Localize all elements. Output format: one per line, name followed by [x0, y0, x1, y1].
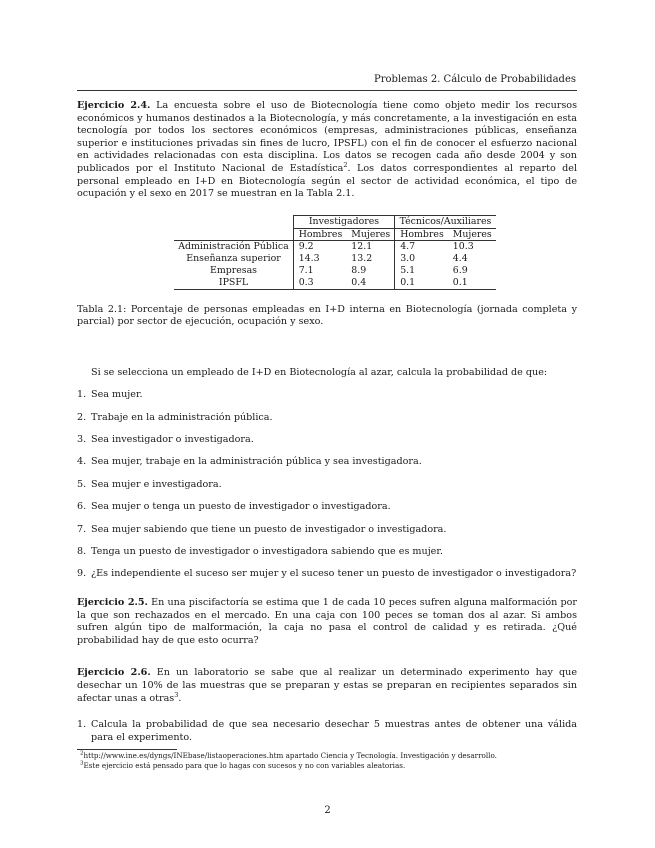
table-sub-header: Mujeres — [346, 228, 394, 241]
table-cell: 10.3 — [452, 241, 474, 253]
item-number: 4. — [77, 456, 87, 468]
exercise-2-6-text-end: . — [178, 692, 182, 704]
table-cell: 5.1 — [395, 265, 448, 277]
list-item — [77, 501, 577, 514]
footnote-mark: 2 — [80, 750, 84, 757]
item-number: 1. — [77, 719, 87, 731]
footnote-3 — [80, 761, 577, 771]
table-cell: 9.2 — [293, 241, 346, 253]
footnote-ref-2[interactable]: 2 — [343, 160, 348, 169]
table-row-label: Administración Pública — [178, 241, 289, 253]
item-number: 2. — [77, 411, 87, 423]
page-number: 2 — [324, 805, 331, 816]
table-cell: 0.1 — [448, 277, 496, 289]
exercise-2-6-text: En un laboratorio se sabe que al realizar un determinado experimento hay que desechar un 10% de las muestras que se preparan y estas se preparan en recipientes separados sin afectar unas a otras — [77, 667, 577, 704]
questions-intro: Si se selecciona un empleado de I+D en Biotecnología al azar, calcula la probabilidad de que: — [91, 366, 548, 378]
table-sub-header: Hombres — [293, 228, 346, 241]
table-cell: 7.1 — [293, 265, 346, 277]
footnote-2 — [80, 751, 577, 761]
item-number: 9. — [77, 568, 87, 580]
table-cell: 4.4 — [452, 253, 468, 265]
item-number: 5. — [77, 478, 87, 490]
table-sub-header-row — [174, 228, 495, 241]
item-text: Sea mujer o tenga un puesto de investigador o investigadora. — [91, 501, 391, 513]
list-item — [77, 456, 577, 469]
list-item — [77, 568, 577, 581]
table-row-label: Enseñanza superior — [186, 253, 281, 265]
table-row — [174, 265, 495, 277]
item-text: Tenga un puesto de investigador o investigadora sabiendo que es mujer. — [91, 546, 443, 558]
table-row — [174, 277, 495, 289]
table-sub-header: Hombres — [395, 228, 448, 241]
list-item — [77, 389, 577, 402]
table-cell: 12.1 — [351, 241, 373, 253]
table-row — [174, 253, 495, 265]
exercise-2-5-text: En una piscifactoría se estima que 1 de cada 10 peces sufren alguna malformación por la que son rechazados en el mercado. En una caja con 100 peces se toman dos al azar. Si ambos sufren algún tipo de malformación, la caja no pasa el control de calidad y es retirada. ¿Qué probabilidad hay de que esto ocurra? — [77, 597, 577, 646]
table-sub-header: Mujeres — [448, 228, 496, 241]
exercise-2-6-list — [77, 719, 577, 744]
page-body — [77, 100, 577, 744]
table-cell: 0.1 — [395, 277, 448, 289]
table-cell: 0.4 — [346, 277, 394, 289]
list-item — [77, 546, 577, 559]
list-item — [77, 479, 577, 492]
item-number: 1. — [77, 389, 87, 401]
item-number: 8. — [77, 546, 87, 558]
footnote-mark: 3 — [80, 760, 84, 767]
item-text: Sea mujer sabiendo que tiene un puesto de investigador o investigadora. — [91, 523, 447, 535]
data-table — [174, 215, 495, 290]
list-item — [77, 524, 577, 537]
list-item — [77, 719, 577, 744]
table-corner-sub — [174, 228, 293, 241]
item-text: Calcula la probabilidad de que sea necesario desechar 5 muestras antes de obtener una válida para el experimento. — [91, 719, 577, 743]
footnotes — [80, 751, 577, 771]
table-caption: Tabla 2.1: Porcentaje de personas empleadas en I+D interna en Biotecnología (jornada completa y parcial) por sector de ejecución, ocupación y sexo. — [77, 303, 577, 328]
table-row-label: IPSFL — [174, 277, 293, 289]
table-group-header-row — [174, 215, 495, 228]
table-group-header-tecnicos: Técnicos/Auxiliares — [395, 215, 496, 228]
exercise-2-5-label: Ejercicio 2.5. — [77, 597, 148, 609]
exercise-2-4 — [77, 100, 577, 201]
table-cell: 13.2 — [351, 253, 373, 265]
exercise-2-4-label: Ejercicio 2.4. — [77, 100, 151, 111]
item-text: Trabaje en la administración pública. — [91, 411, 273, 423]
item-number: 7. — [77, 523, 87, 535]
table-cell: 3.0 — [395, 253, 448, 265]
exercise-2-6-label: Ejercicio 2.6. — [77, 667, 151, 679]
item-text: Sea mujer e investigadora. — [91, 478, 222, 490]
table-row — [174, 241, 495, 253]
footnote-rule — [77, 749, 177, 750]
item-number: 3. — [77, 434, 87, 446]
list-item — [77, 412, 577, 425]
running-header: Problemas 2. Cálculo de Probabilidades — [374, 74, 576, 85]
footnote-text: Este ejercicio está pensado para que lo hagas con sucesos y no con variables aleatorias. — [83, 761, 406, 770]
item-text: Sea mujer. — [91, 389, 143, 401]
table-row-label: Empresas — [210, 264, 257, 276]
item-text: ¿Es independiente el suceso ser mujer y el suceso tener un puesto de investigador o investigadora? — [91, 568, 577, 580]
item-text: Sea investigador o investigadora. — [91, 434, 254, 446]
item-number: 6. — [77, 501, 87, 513]
header-rule — [77, 90, 577, 91]
table-group-header-investigadores: Investigadores — [293, 215, 395, 228]
footnote-link[interactable]: http://www.ine.es/dyngs/INEbase/listaoperaciones.htm apartado Ciencia y Tecnología. Investigación y desarrollo. — [83, 751, 497, 760]
table-cell: 6.9 — [452, 264, 468, 276]
exercise-2-4-text-b: . Los datos correspondientes al reparto del personal empleado en I+D en Biotecnología según el sector de actividad económica, el tipo de ocupación y el sexo en 2017 se muestran en la Tabla 2.1. — [77, 162, 578, 200]
exercise-2-6 — [77, 667, 577, 705]
table-cell: 8.9 — [351, 264, 367, 276]
table-cell: 4.7 — [395, 241, 448, 253]
exercise-2-4-text-a: La encuesta sobre el uso de Biotecnología tiene como objeto medir los recursos económicos y humanos destinados a la Biotecnología, y más concretamente, a la investigación en esta tecnología por todos los sectores económicos (empresas, administraciones públicas, enseñanza superior e instituciones privadas sin fines de lucro, IPSFL) con el fin de conocer el esfuerzo nacional en actividades relacionadas con esta disciplina. Los datos se recogen cada año desde 2004 y son publicados por el Instituto Nacional de Estadística — [77, 100, 577, 174]
list-item — [77, 434, 577, 447]
exercise-2-5 — [77, 597, 577, 647]
table-cell: 0.3 — [293, 277, 346, 289]
item-text: Sea mujer, trabaje en la administración pública y sea investigadora. — [91, 456, 422, 468]
table-cell: 14.3 — [293, 253, 346, 265]
question-list — [77, 389, 577, 581]
footnote-ref-3[interactable]: 3 — [174, 690, 179, 699]
table-corner — [174, 215, 293, 228]
